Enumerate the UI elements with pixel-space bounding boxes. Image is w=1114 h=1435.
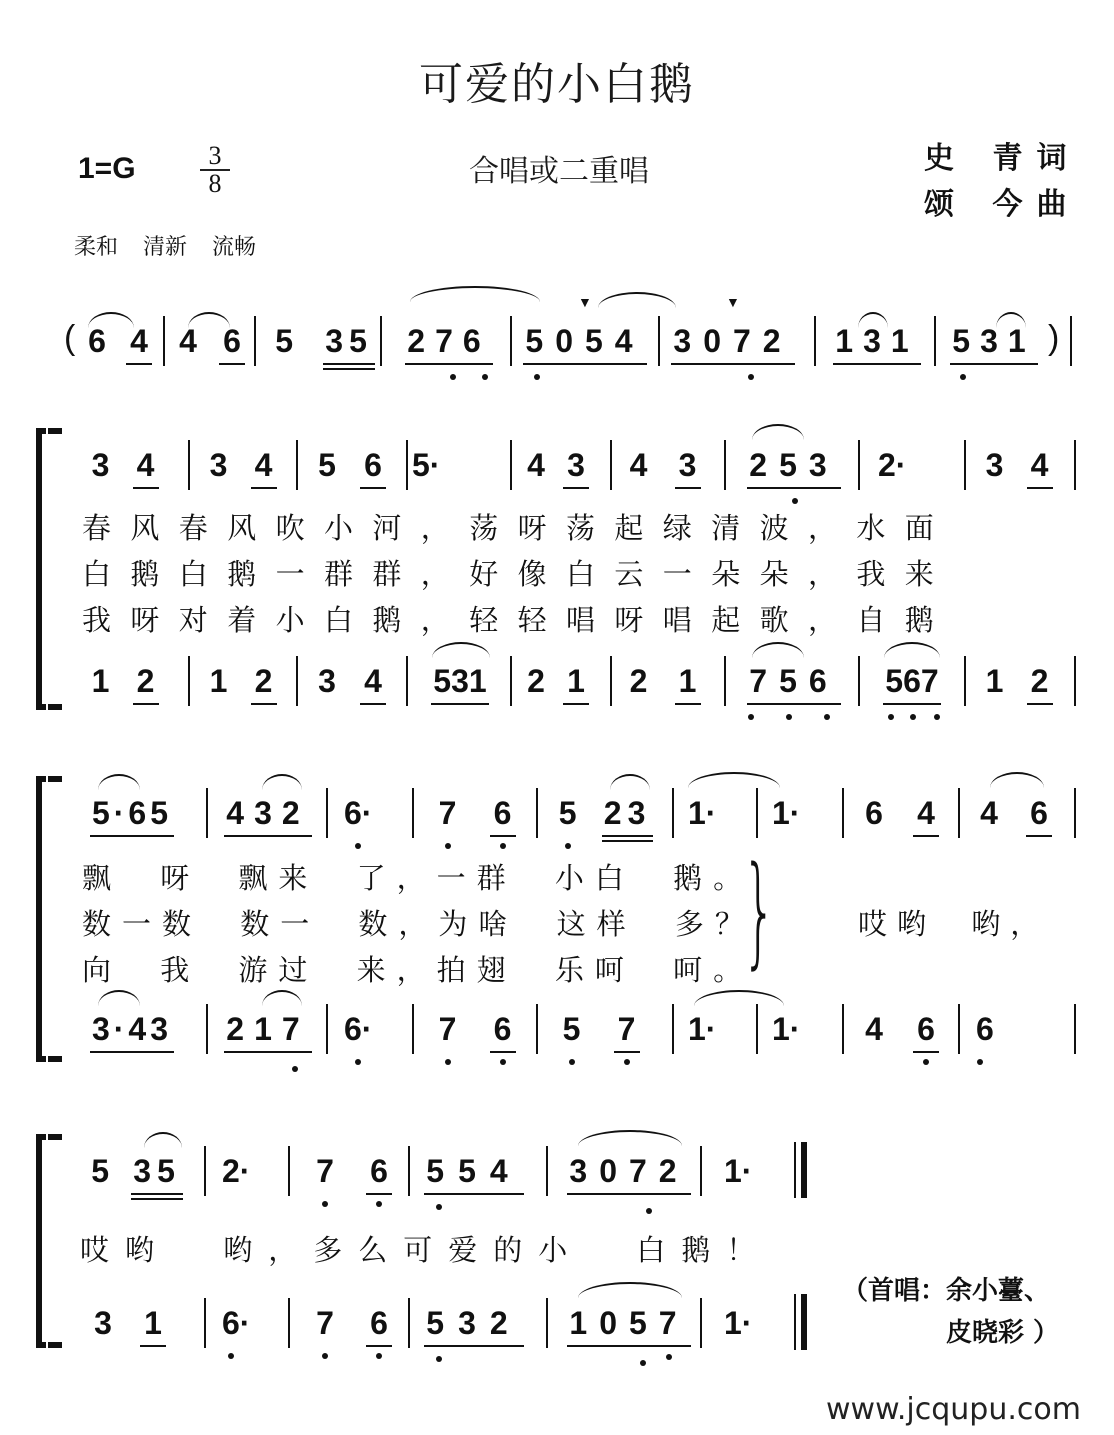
- lyric-verse-2: 数一数 数一 数，为啥 这样 多？: [82, 907, 755, 941]
- measure: [304, 656, 396, 706]
- note-group: 531: [433, 663, 487, 699]
- note: 6: [221, 321, 243, 361]
- note: 6·: [212, 1303, 250, 1343]
- site-watermark: www.jcqupu.com: [826, 1392, 1081, 1427]
- lower-octave-dot: [450, 374, 456, 380]
- note: 4: [128, 321, 150, 361]
- barline: [658, 316, 660, 366]
- barline: [536, 788, 538, 838]
- slur: [188, 312, 230, 328]
- barline: [842, 788, 844, 838]
- time-denominator: 8: [208, 169, 222, 198]
- note-group: 253: [749, 447, 839, 483]
- note: 6: [88, 323, 106, 359]
- barline: [408, 1298, 410, 1348]
- note: 6·: [344, 795, 373, 831]
- note: 6: [966, 1009, 994, 1049]
- measure: [516, 656, 596, 706]
- barline: [858, 440, 860, 490]
- final-barline: [794, 1294, 808, 1350]
- slur: [578, 1282, 682, 1298]
- lower-octave-dot: [640, 1360, 646, 1366]
- lyric-verse-1: 飘 呀 飘来 了，一群 小白 鹅。: [82, 861, 754, 895]
- lyric-verse-3: 向 我 游过 来，拍翅 乐呵 呵。: [82, 953, 754, 987]
- note: 4: [179, 323, 197, 359]
- note: 7: [314, 1151, 336, 1191]
- tie: [688, 772, 780, 788]
- barline: [724, 440, 726, 490]
- barline: [510, 316, 512, 366]
- note: 23: [603, 795, 652, 831]
- measure: [218, 788, 318, 838]
- lower-octave-dot: [786, 714, 792, 720]
- lyric-final: 哎哟 哟，多么可爱的小 白鹅！: [80, 1233, 772, 1267]
- note-group: 217: [226, 1011, 310, 1047]
- note: 35: [133, 1153, 181, 1189]
- barline: [288, 1146, 290, 1196]
- barline: [964, 656, 966, 706]
- note: 1·: [772, 795, 801, 831]
- barline: [204, 1298, 206, 1348]
- note: 5: [91, 1153, 109, 1189]
- measure: [680, 788, 750, 838]
- note: 5: [318, 447, 336, 483]
- barline: [206, 1004, 208, 1054]
- barline: [1074, 440, 1076, 490]
- note: 4: [865, 1011, 883, 1047]
- lower-octave-dot: [436, 1204, 442, 1210]
- note-group: 5·65: [91, 795, 173, 831]
- lower-octave-dot: [934, 714, 940, 720]
- slur: [410, 286, 540, 302]
- barline: [672, 788, 674, 838]
- note-group: 531: [952, 323, 1036, 359]
- note: 3: [318, 663, 336, 699]
- lower-voice: [0, 1004, 1114, 1054]
- performance-type: 合唱或二重唱: [469, 154, 649, 189]
- barline: [204, 1146, 206, 1196]
- barline: [610, 440, 612, 490]
- slur: [98, 774, 140, 790]
- note-group: ▼ 5054: [525, 321, 644, 361]
- note-group: 131: [835, 323, 919, 359]
- measure: [710, 1146, 780, 1196]
- lower-octave-dot: [534, 374, 540, 380]
- slur: [858, 312, 888, 328]
- upper-voice: [0, 788, 1114, 838]
- lyricist-credit: 史 青词: [924, 141, 1081, 176]
- note-group: 3072: [569, 1153, 689, 1189]
- slur: [610, 774, 650, 790]
- barline: [814, 316, 816, 366]
- measure: [544, 1004, 654, 1054]
- slur: [752, 424, 804, 440]
- performers-line-2: 皮晓彩 ）: [946, 1318, 1060, 1348]
- slur: [144, 1132, 182, 1148]
- measure: [710, 1298, 780, 1348]
- barline: [958, 788, 960, 838]
- note: 4: [1029, 445, 1051, 485]
- slur: [578, 1130, 682, 1146]
- note-group: 432: [226, 795, 310, 831]
- barline: [546, 1298, 548, 1348]
- lyric-verse-2: 白鹅白鹅一群群，好像白云一朵朵，我来: [82, 557, 954, 591]
- measure: [412, 440, 482, 490]
- barline: [408, 1146, 410, 1196]
- barline: [406, 656, 408, 706]
- upper-voice: [0, 1146, 1114, 1196]
- note: 5: [561, 1009, 583, 1049]
- measure: [762, 788, 838, 838]
- measure: [668, 316, 798, 366]
- note: 4: [527, 447, 545, 483]
- barline: [842, 1004, 844, 1054]
- barline: [756, 1004, 758, 1054]
- note: 6: [368, 1303, 390, 1343]
- barline: [1074, 788, 1076, 838]
- note-group: 3·43: [91, 1011, 173, 1047]
- measure: [420, 1004, 530, 1054]
- note: 1: [142, 1303, 164, 1343]
- note: 2·: [878, 447, 907, 483]
- note: 1·: [724, 1153, 753, 1189]
- lower-octave-dot: [960, 374, 966, 380]
- note: 6: [368, 1151, 390, 1191]
- note: 2: [629, 663, 648, 699]
- measure: [298, 1298, 406, 1348]
- note-group: 276: [407, 323, 491, 359]
- measure: [734, 656, 854, 706]
- credits: [924, 136, 1080, 228]
- note: 1: [91, 663, 110, 699]
- note: 2: [1029, 661, 1051, 701]
- slur: [88, 312, 134, 328]
- barline: [964, 440, 966, 490]
- note: 5·: [412, 447, 441, 483]
- measure: [848, 788, 952, 838]
- measure: [78, 656, 168, 706]
- lower-octave-dot: [482, 374, 488, 380]
- slur: [98, 990, 140, 1006]
- refrain-lyric: 哎哟 哟，: [858, 907, 1050, 941]
- note: 7: [616, 1009, 638, 1049]
- measure: [562, 1146, 696, 1196]
- barline: [254, 316, 256, 366]
- measure: [218, 1004, 318, 1054]
- measure: [416, 1298, 532, 1348]
- lower-voice: [0, 656, 1114, 706]
- note: 6·: [344, 1011, 373, 1047]
- note: 3: [985, 447, 1004, 483]
- lower-octave-dot: [292, 1066, 298, 1072]
- measure: [78, 440, 168, 490]
- performers-line-1: （首唱：余小薹、: [842, 1276, 1051, 1306]
- barline: [536, 1004, 538, 1054]
- open-paren: (: [64, 319, 76, 357]
- barline: [412, 788, 414, 838]
- composer-credit: 颂 今曲: [924, 187, 1081, 222]
- measure: [866, 440, 946, 490]
- measure: [196, 656, 286, 706]
- note: 3: [94, 1305, 112, 1341]
- slur: [752, 642, 804, 658]
- song-title: 可爱的小白鹅: [419, 59, 695, 110]
- note: 2: [527, 663, 545, 699]
- barline: [700, 1298, 702, 1348]
- measure: [966, 1004, 1026, 1054]
- measure: [544, 788, 664, 838]
- measure: [520, 316, 650, 366]
- barline: [406, 440, 408, 490]
- note-group: ▼ 3072: [673, 321, 792, 361]
- final-barline: [794, 1142, 808, 1198]
- note-group: 756: [749, 663, 839, 699]
- tempo-marking: 柔和 清新 流畅: [74, 235, 256, 260]
- barline: [1070, 316, 1072, 366]
- measure: [416, 1146, 532, 1196]
- note: 6: [492, 793, 514, 833]
- lower-octave-dot: [748, 374, 754, 380]
- lower-octave-dot: [824, 714, 830, 720]
- measure: [420, 788, 530, 838]
- note: 4: [253, 445, 275, 485]
- note: 4: [915, 793, 937, 833]
- time-numerator: 3: [208, 141, 222, 170]
- measure: [944, 316, 1044, 366]
- note: 35: [325, 323, 373, 359]
- barline: [296, 440, 298, 490]
- measure: [78, 1146, 192, 1196]
- barline: [934, 316, 936, 366]
- note: 1·: [688, 795, 717, 831]
- slur: [884, 642, 940, 658]
- performers-note: [842, 1270, 1059, 1354]
- slur: [598, 292, 676, 308]
- measure: [394, 316, 504, 366]
- slur: [262, 990, 302, 1006]
- barline: [1074, 1004, 1076, 1054]
- barline: [188, 656, 190, 706]
- slur: [262, 774, 302, 790]
- note: 1: [677, 661, 699, 701]
- measure: [258, 316, 388, 366]
- note-group: 532: [426, 1305, 522, 1341]
- barline: [546, 1146, 548, 1196]
- note: 1: [209, 663, 228, 699]
- note: 6: [865, 795, 883, 831]
- note: 1: [565, 661, 587, 701]
- note-group: 567: [885, 663, 939, 699]
- note: 3: [91, 447, 110, 483]
- measure: [964, 788, 1064, 838]
- note: 3: [209, 447, 228, 483]
- note: 6: [362, 445, 384, 485]
- measure: [212, 1298, 282, 1348]
- measure: [196, 440, 286, 490]
- barline: [610, 656, 612, 706]
- note: 6: [1028, 793, 1050, 833]
- key-signature: 1=G: [78, 152, 136, 185]
- measure: [734, 440, 854, 490]
- note: 7: [314, 1303, 336, 1343]
- barline: [326, 788, 328, 838]
- note: 6: [915, 1009, 937, 1049]
- lyric-verse-3: 我呀对着小白鹅，轻轻唱呀唱起歌，自鹅: [82, 603, 954, 637]
- lower-octave-dot: [436, 1356, 442, 1362]
- measure: [972, 440, 1062, 490]
- verse-brace: }: [742, 842, 777, 981]
- lower-octave-dot: [910, 714, 916, 720]
- measure: [78, 1298, 178, 1348]
- slur: [996, 312, 1026, 328]
- note: 5: [275, 323, 293, 359]
- barline: [510, 656, 512, 706]
- note: 6: [492, 1009, 514, 1049]
- note-group: 1057: [569, 1305, 689, 1341]
- note: 2·: [222, 1153, 251, 1189]
- note: 4: [135, 445, 157, 485]
- lower-octave-dot: [888, 714, 894, 720]
- barline: [510, 440, 512, 490]
- lower-octave-dot: [646, 1208, 652, 1214]
- measure: [412, 656, 508, 706]
- note-group: 554: [426, 1153, 522, 1189]
- note: 1·: [772, 1011, 801, 1047]
- measure: [80, 788, 184, 838]
- note: 1·: [688, 1011, 717, 1047]
- measure: [870, 656, 954, 706]
- barline: [206, 788, 208, 838]
- upper-voice: [0, 440, 1114, 490]
- measure: [212, 1146, 282, 1196]
- measure: [848, 1004, 952, 1054]
- barline: [288, 1298, 290, 1348]
- close-paren: ): [1048, 319, 1060, 357]
- barline: [700, 1146, 702, 1196]
- note: 3: [677, 445, 699, 485]
- barline: [296, 656, 298, 706]
- lower-octave-dot: [666, 1354, 672, 1360]
- note: 1·: [724, 1305, 753, 1341]
- measure: [298, 1146, 406, 1196]
- barline: [380, 316, 382, 366]
- barline: [958, 1004, 960, 1054]
- note: 7: [437, 793, 459, 833]
- measure: [614, 440, 712, 490]
- note: 5: [557, 793, 579, 833]
- note: 7: [437, 1009, 459, 1049]
- measure: [614, 656, 712, 706]
- barline: [672, 1004, 674, 1054]
- note: 4: [629, 447, 648, 483]
- slur: [432, 642, 490, 658]
- measure: [762, 1004, 838, 1054]
- note: 4: [362, 661, 384, 701]
- note: 3: [565, 445, 587, 485]
- barline: [188, 440, 190, 490]
- barline: [412, 1004, 414, 1054]
- lower-octave-dot: [792, 498, 798, 504]
- lyric-verse-1: 春风春风吹小河，荡呀荡起绿清波，水面: [82, 511, 954, 545]
- measure: [304, 440, 396, 490]
- note: 2: [253, 661, 275, 701]
- note: 4: [980, 795, 998, 831]
- barline: [724, 656, 726, 706]
- measure: [972, 656, 1062, 706]
- measure: [80, 1004, 184, 1054]
- note: 2: [135, 661, 157, 701]
- barline: [756, 788, 758, 838]
- barline: [326, 1004, 328, 1054]
- barline: [858, 656, 860, 706]
- note: 1: [985, 663, 1004, 699]
- measure: [562, 1298, 696, 1348]
- barline: [1074, 656, 1076, 706]
- barline: [163, 316, 165, 366]
- slur: [990, 772, 1044, 788]
- lower-octave-dot: [748, 714, 754, 720]
- measure: [516, 440, 596, 490]
- measure: [680, 1004, 750, 1054]
